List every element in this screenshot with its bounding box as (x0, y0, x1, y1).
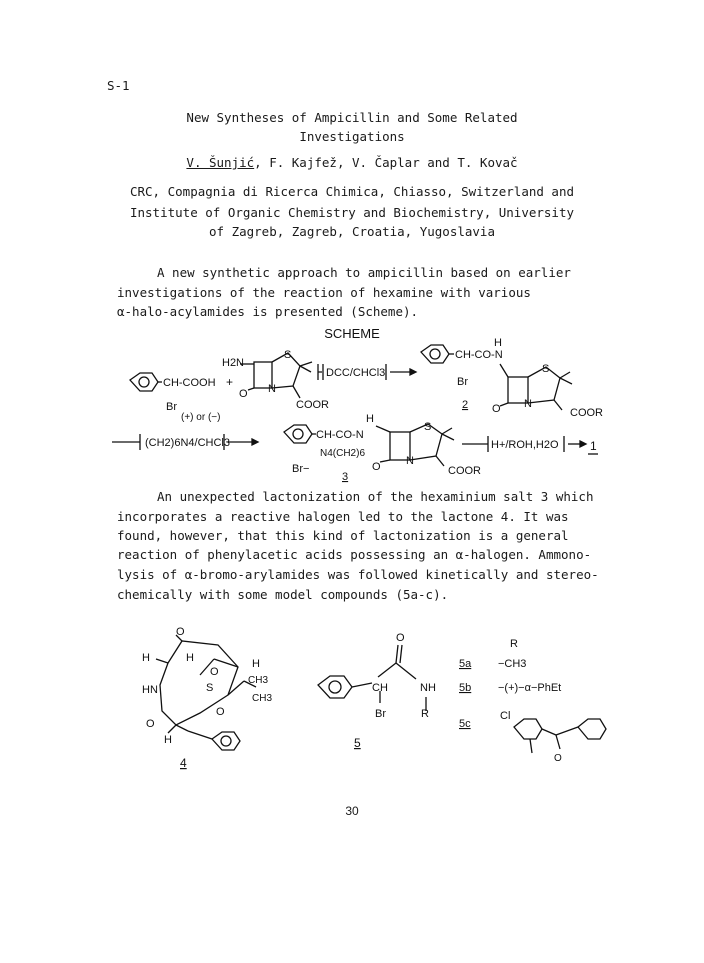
label-coor: COOR (570, 407, 603, 419)
label-o: O (210, 666, 219, 678)
label-br: Br (375, 708, 386, 720)
label-o: O (176, 626, 185, 638)
label-hn: HN (142, 684, 158, 696)
label-ch-co-n: CH-CO-N (316, 429, 364, 441)
label-plus-minus: (+) or (−) (181, 412, 221, 423)
label-s: S (542, 363, 550, 375)
label-h2n: H2N (222, 357, 245, 369)
label-h: H (494, 337, 502, 349)
lactone-cage (160, 641, 238, 725)
affiliation-line-1: CRC, Compagnia di Ricerca Chimica, Chiasso, Switzerland and (129, 184, 574, 199)
chlorophenyl-ring (514, 719, 542, 739)
label-ch-cooh: CH-COOH (163, 377, 216, 389)
model-compounds-figure (0, 615, 704, 780)
aromatic-circle (293, 429, 303, 439)
paper-id: S-1 (107, 78, 130, 93)
aromatic-circle (329, 681, 341, 693)
label-ch: CH (372, 682, 388, 694)
paragraph-1-line-3: α-halo-acylamides is presented (Scheme). (117, 304, 419, 319)
label-s: S (424, 421, 432, 433)
label-br: Br (166, 401, 177, 413)
scheme-heading: SCHEME (324, 326, 380, 341)
paragraph-2-line-6: chemically with some model compounds (5a-c). (117, 587, 449, 602)
label-r: R (421, 708, 429, 720)
benzene-ring (212, 732, 240, 750)
page-number: 30 (345, 804, 359, 818)
benzene-ring (421, 345, 449, 363)
label-o: O (216, 706, 225, 718)
benzene-ring (318, 676, 352, 698)
label-h: H (186, 652, 194, 664)
paragraph-1-line-2: investigations of the reaction of hexamine with various (117, 285, 531, 300)
benzene-ring (578, 719, 606, 739)
label-o: O (239, 388, 248, 400)
label-plus: + (226, 375, 234, 389)
affiliation-line-2: Institute of Organic Chemistry and Biochemistry, University (129, 205, 574, 220)
label-n: N (406, 455, 414, 467)
benzene-ring (130, 373, 158, 391)
label-dcc: DCC/CHCl3 (326, 367, 386, 379)
aromatic-circle (430, 349, 440, 359)
label-o: O (396, 632, 405, 644)
amide-5-label: 5 (354, 736, 361, 750)
label-n-ch2: N4(CH2)6 (320, 448, 366, 459)
row-value-5b: −(+)−α−PhEt (498, 682, 562, 694)
label-compound-2: 2 (462, 399, 469, 411)
label-o: O (554, 753, 562, 764)
label-n: N (268, 383, 276, 395)
label-hexamine: (CH2)6N4/CHCl3 (145, 437, 230, 449)
label-compound-3: 3 (342, 471, 349, 483)
label-hydrolysis: H+/ROH,H2O (491, 439, 559, 451)
paragraph-2-line-5: lysis of α-bromo-arylamides was followed kinetically and stereo- (117, 567, 599, 582)
label-br-minus: Br− (292, 463, 310, 475)
label-o: O (146, 718, 155, 730)
row-value-5a: −CH3 (498, 658, 527, 670)
label-h: H (142, 652, 150, 664)
paragraph-2-line-4: reaction of phenylacetic acids possessing an α-halogen. Ammono- (117, 547, 592, 562)
aromatic-circle (221, 736, 231, 746)
label-s: S (206, 682, 214, 694)
label-s: S (284, 349, 292, 361)
label-ch3: CH3 (248, 675, 269, 686)
affiliation-line-3: of Zagreb, Zagreb, Croatia, Yugoslavia (209, 224, 495, 239)
label-nh: NH (420, 682, 436, 694)
label-ch3: CH3 (252, 693, 273, 704)
label-coor: COOR (448, 465, 481, 477)
label-h: H (252, 658, 260, 670)
row-id-5a: 5a (459, 658, 472, 670)
label-ch-co-n: CH-CO-N (455, 349, 503, 361)
title-line-2: Investigations (299, 129, 405, 144)
lactone-4-label: 4 (180, 756, 187, 770)
aromatic-circle (139, 377, 149, 387)
label-br: Br (457, 376, 468, 388)
title-line-1: New Syntheses of Ampicillin and Some Related (186, 110, 518, 125)
label-compound-1: 1 (590, 439, 597, 453)
table-header-r: R (510, 638, 518, 650)
paragraph-2-line-2: incorporates a reactive halogen led to the lactone 4. It was (117, 509, 569, 524)
benzene-ring (284, 425, 312, 443)
label-n: N (524, 398, 532, 410)
label-o: O (492, 403, 501, 415)
first-author: V. Šunjić (186, 155, 255, 170)
paragraph-2-line-3: found, however, that this kind of lactonization is a general (117, 528, 569, 543)
row-id-5c: 5c (459, 718, 471, 730)
label-h: H (164, 734, 172, 746)
label-h: H (366, 413, 374, 425)
other-authors: , F. Kajfež, V. Čaplar and T. Kovač (254, 155, 518, 170)
label-coor: COOR (296, 399, 329, 411)
authors (0, 155, 704, 170)
paragraph-1-line-1: A new synthetic approach to ampicillin based on earlier (157, 265, 571, 280)
label-o: O (372, 461, 381, 473)
paragraph-2-line-1: An unexpected lactonization of the hexaminium salt 3 which (157, 489, 594, 504)
reaction-scheme (0, 320, 704, 485)
label-cl: Cl (500, 710, 511, 722)
row-id-5b: 5b (459, 682, 472, 694)
